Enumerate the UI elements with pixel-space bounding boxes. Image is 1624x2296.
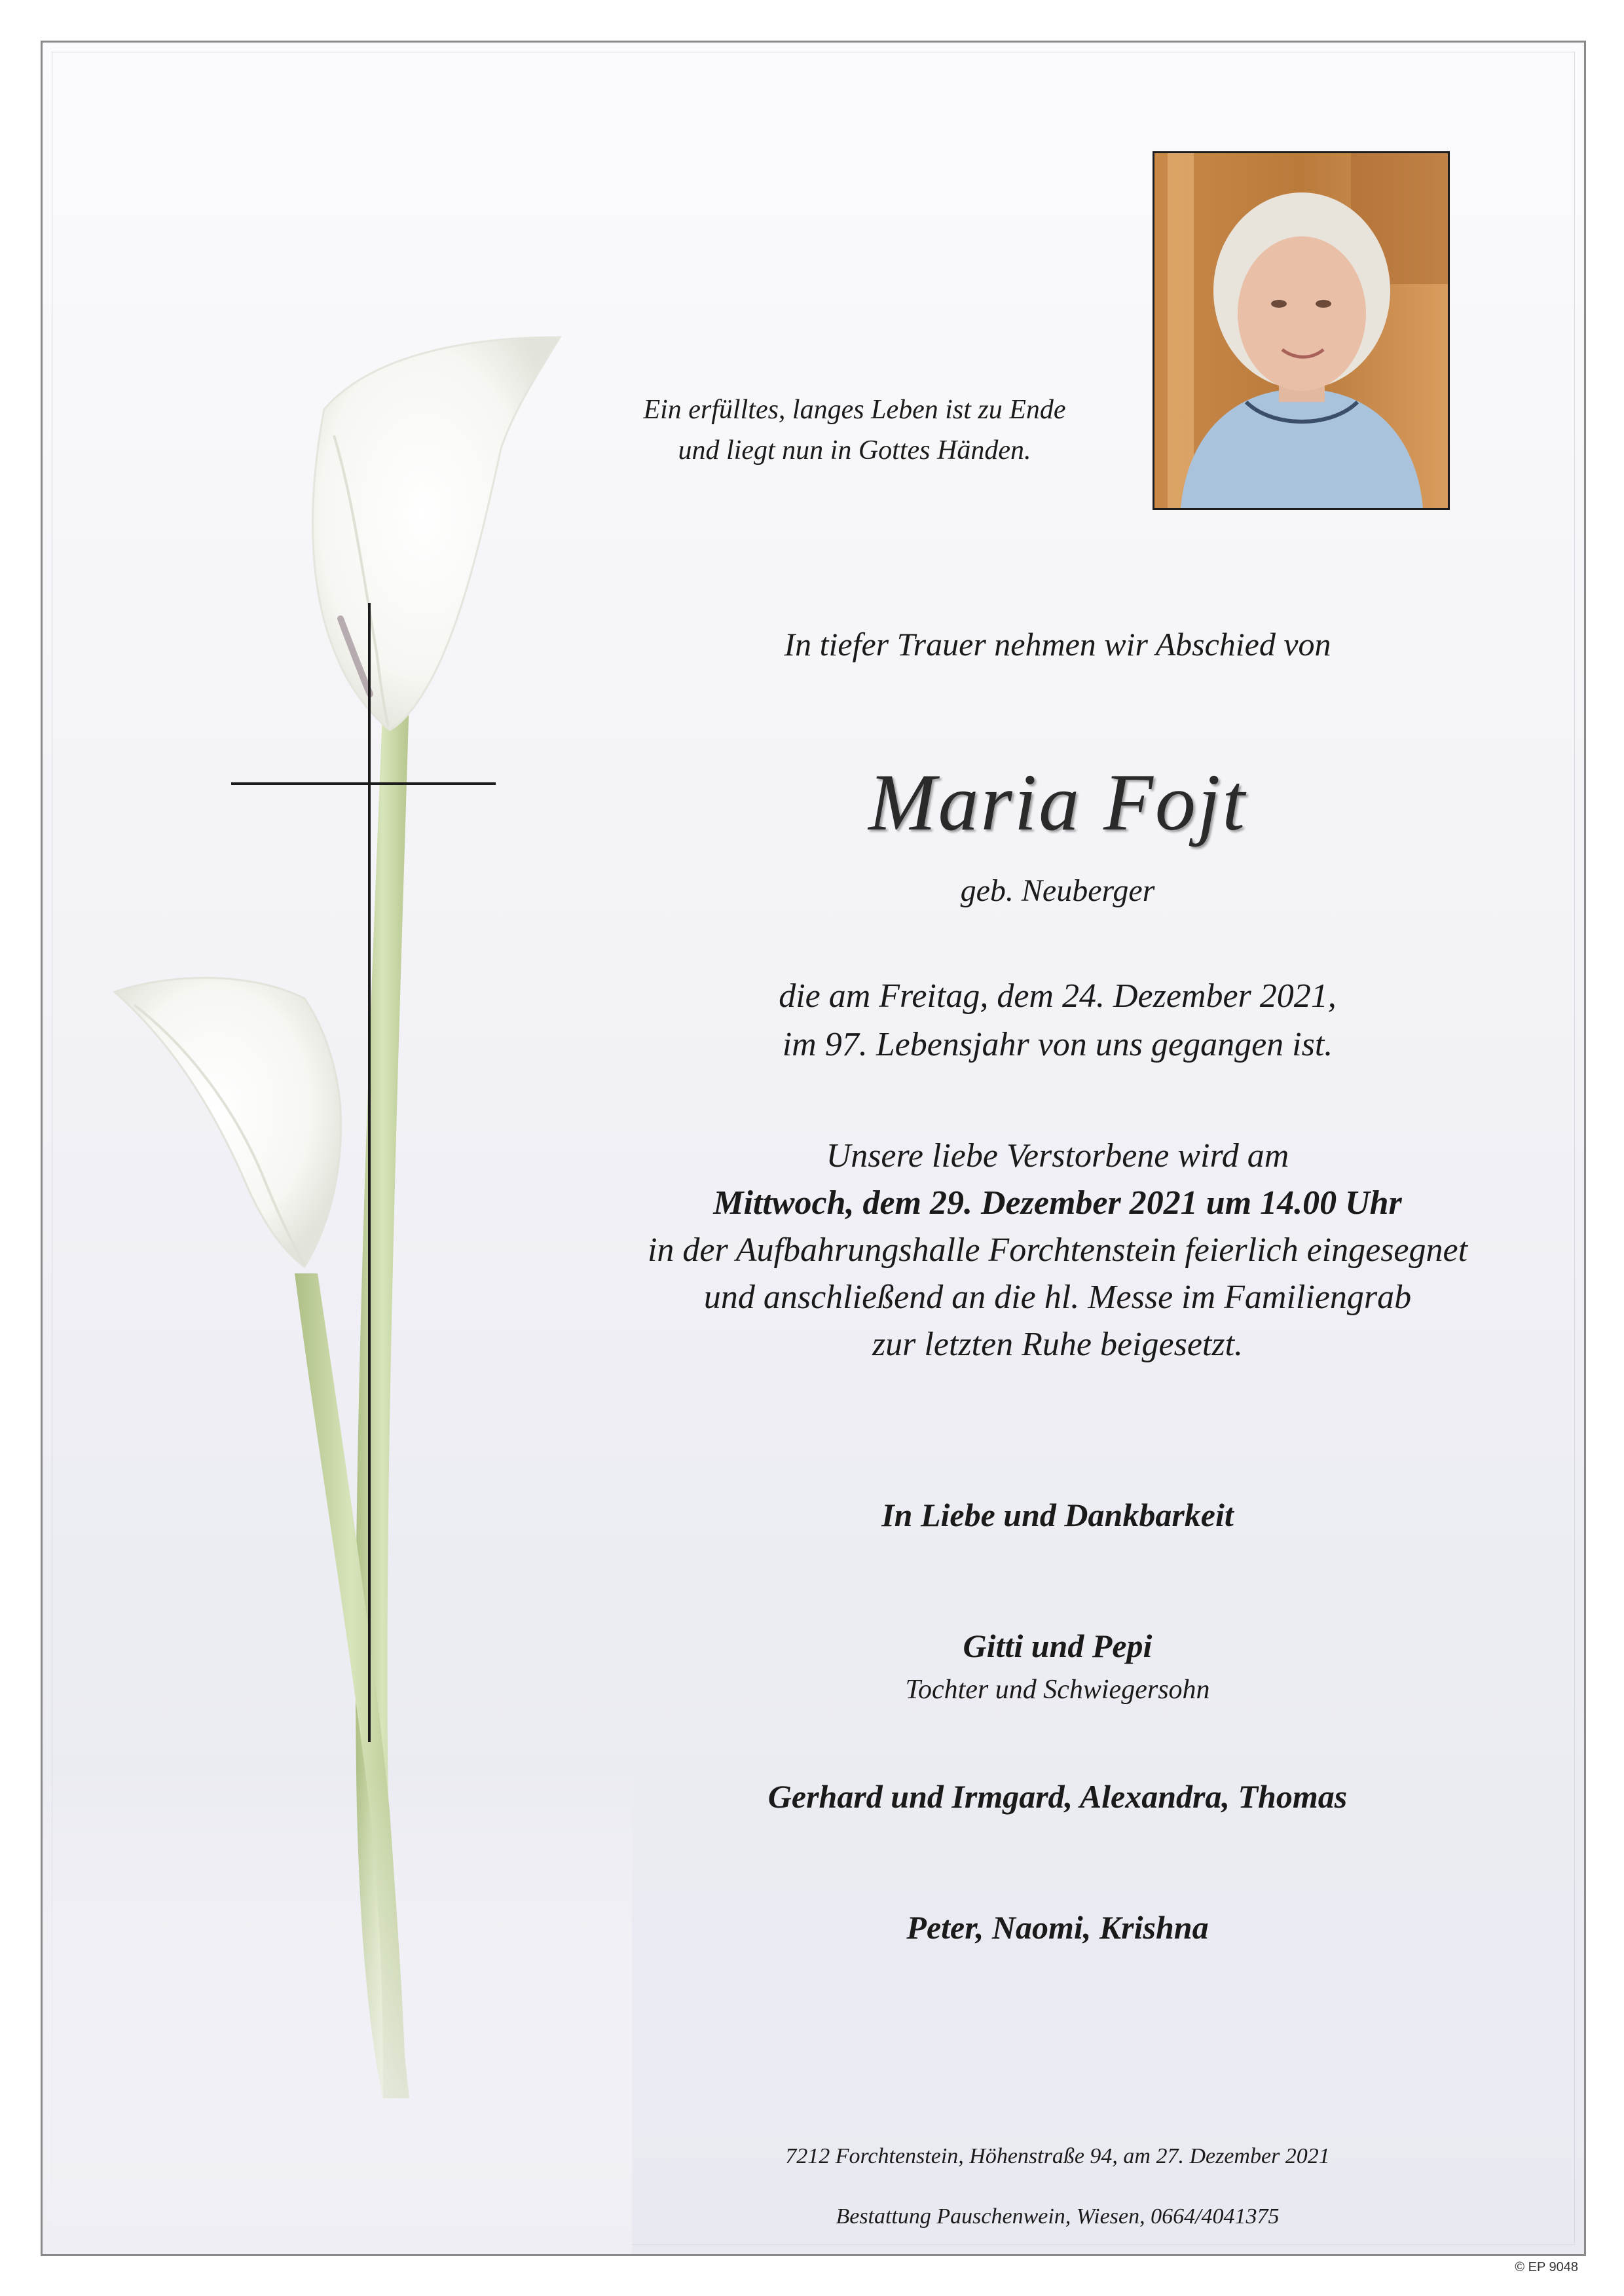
undertaker-info: Bestattung Pauschenwein, Wiesen, 0664/4041375 [836,2204,1280,2229]
family-group-1-names: Gitti und Pepi [963,1628,1153,1664]
product-code: © EP 9048 [1515,2260,1578,2274]
portrait-image [1154,153,1448,508]
family-group-2-names: Gerhard und Irmgard, Alexandra, Thomas [767,1778,1348,1815]
cross-horizontal-bar [231,782,496,785]
funeral-details [501,1133,1586,1368]
quote [593,390,1116,471]
obituary-card [41,41,1586,2256]
birth-name: geb. Neuberger [960,873,1155,908]
cross-vertical-bar [368,603,371,1742]
funeral-line-4: und anschließend an die hl. Messe im Familiengrab [703,1279,1412,1316]
closing-text: In Liebe und Dankbarkeit [881,1497,1234,1533]
funeral-line-5: zur letzten Ruhe beigesetzt. [872,1326,1244,1363]
quote-line-1: Ein erfülltes, langes Leben ist zu Ende [643,395,1066,425]
death-notice-line-1: die am Freitag, dem 24. Dezember 2021, [779,977,1337,1015]
place-and-date: 7212 Forchtenstein, Höhenstraße 94, am 27. Dezember 2021 [785,2144,1330,2168]
family-group-1-relation: Tochter und Schwiegersohn [905,1675,1210,1705]
portrait-photo [1153,151,1450,510]
funeral-line-1: Unsere liebe Verstorbene wird am [826,1137,1289,1175]
family-group-3-names: Peter, Naomi, Krishna [906,1909,1209,1946]
deceased-name: Maria Fojt [868,757,1247,847]
funeral-date-time: Mittwoch, dem 29. Dezember 2021 um 14.00 Uhr [713,1184,1402,1222]
death-notice-line-2: im 97. Lebensjahr von uns gegangen ist. [782,1026,1333,1063]
intro-text: In tiefer Trauer nehmen wir Abschied von [784,626,1331,663]
death-notice [632,972,1483,1069]
funeral-line-3: in der Aufbahrungshalle Forchtenstein feierlich eingesegnet [647,1231,1468,1269]
quote-line-2: und liegt nun in Gottes Händen. [678,435,1031,465]
